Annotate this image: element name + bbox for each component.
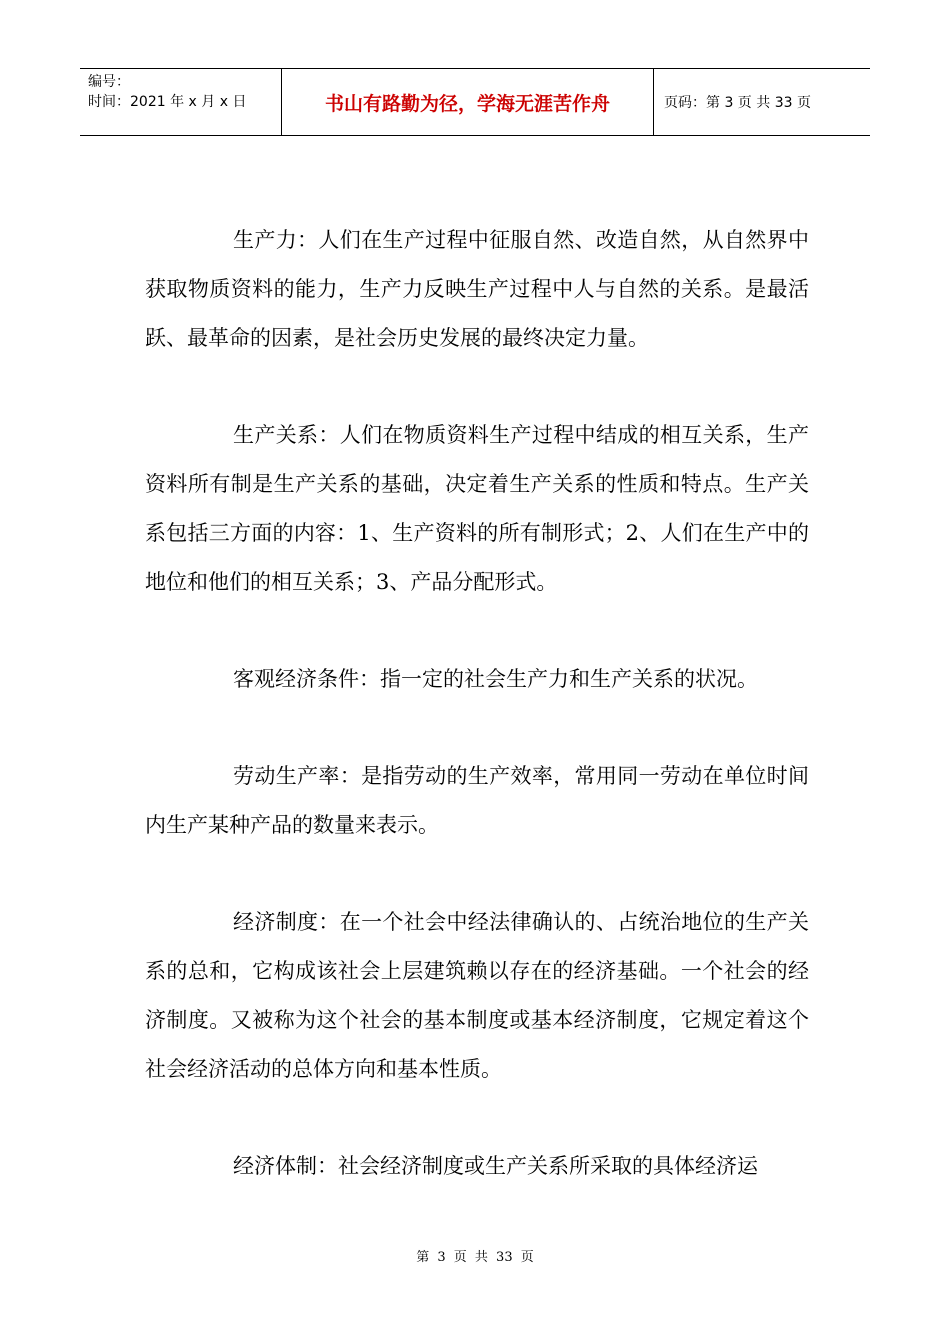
page-header bbox=[80, 68, 870, 136]
document-number-label: 编号： bbox=[88, 74, 130, 90]
document-date: 时间：2021 年 x 月 x 日 bbox=[88, 94, 247, 110]
paragraph-production-relations: 生产关系：人们在物质资料生产过程中结成的相互关系，生产资料所有制是生产关系的基础，决定着生产关系的性质和特点。生产关系包括三方面的内容：1、生产资料的所有制形式；2、人们在生产中的地位和他们的相互关系；3、产品分配形式。 bbox=[145, 423, 809, 594]
paragraph-productivity: 生产力：人们在生产过程中征服自然、改造自然，从自然界中获取物质资料的能力，生产力反映生产过程中人与自然的关系。是最活跃、最革命的因素，是社会历史发展的最终决定力量。 bbox=[145, 228, 809, 350]
header-page-info: 页码：第 3 页 共 33 页 bbox=[664, 95, 811, 111]
document-body bbox=[145, 216, 809, 1239]
paragraph-economic-system: 经济制度：在一个社会中经法律确认的、占统治地位的生产关系的总和，它构成该社会上层建筑赖以存在的经济基础。一个社会的经济制度。又被称为这个社会的基本制度或基本经济制度，它规定着这个社会经济活动的总体方向和基本性质。 bbox=[145, 910, 809, 1081]
paragraph-economic-structure: 经济体制：社会经济制度或生产关系所采取的具体经济运 bbox=[233, 1154, 758, 1178]
paragraph-labor-productivity: 劳动生产率：是指劳动的生产效率，常用同一劳动在单位时间内生产某种产品的数量来表示。 bbox=[145, 764, 809, 837]
page-footer: 第 3 页 共 33 页 bbox=[416, 1250, 534, 1265]
header-motto: 书山有路勤为径，学海无涯苦作舟 bbox=[282, 69, 654, 135]
paragraph-economic-conditions: 客观经济条件：指一定的社会生产力和生产关系的状况。 bbox=[233, 667, 758, 691]
header-meta bbox=[80, 69, 282, 135]
